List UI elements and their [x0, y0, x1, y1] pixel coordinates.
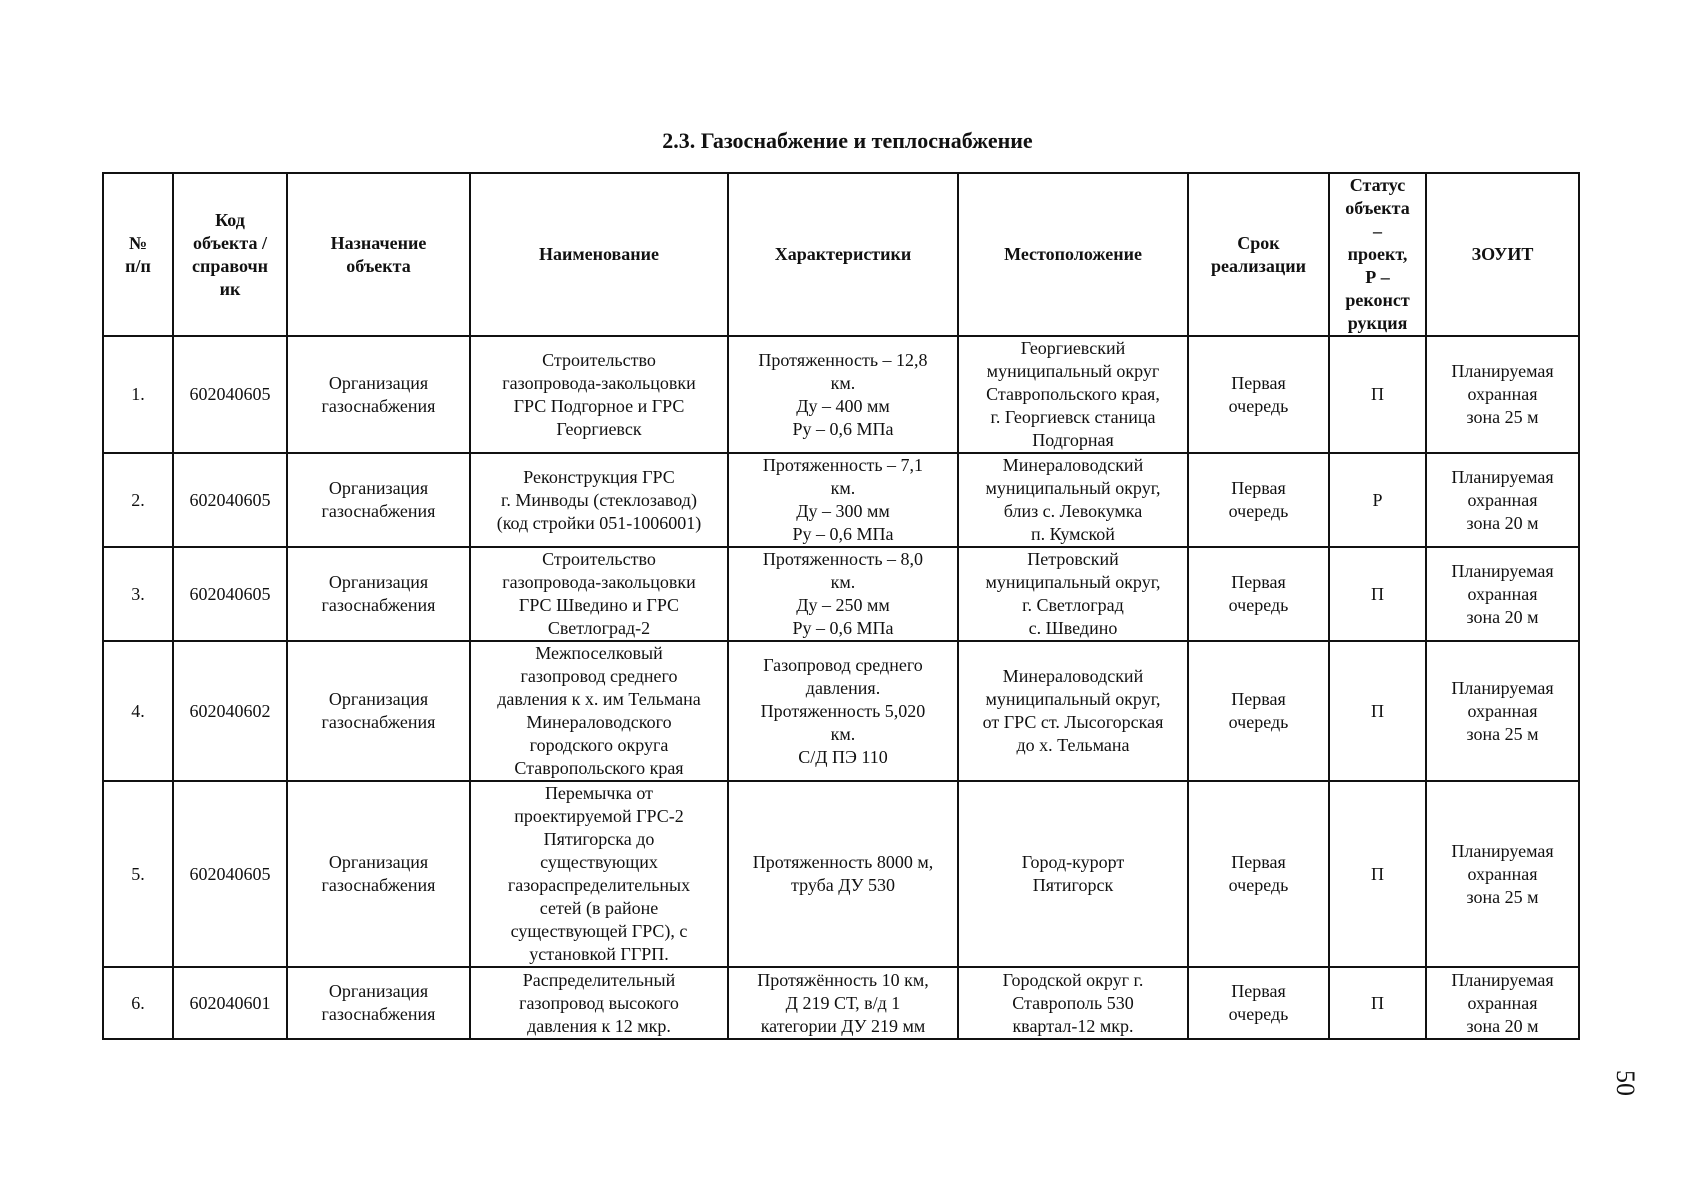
header-code: Код объекта / справочн ик [173, 173, 287, 336]
cell-term: Первая очередь [1188, 453, 1329, 547]
cell-characteristics: Газопровод среднего давления. Протяженность 5,020 км. С/Д ПЭ 110 [728, 641, 958, 781]
cell-code: 602040605 [173, 453, 287, 547]
cell-num: 3. [103, 547, 173, 641]
cell-name: Распределительный газопровод высокого давления к 12 мкр. [470, 967, 728, 1039]
cell-location: Георгиевский муниципальный округ Ставропольского края, г. Георгиевск станица Подгорная [958, 336, 1188, 453]
cell-purpose: Организация газоснабжения [287, 641, 470, 781]
gas-supply-table [102, 172, 1580, 1040]
cell-status: П [1329, 547, 1426, 641]
section-title: 2.3. Газоснабжение и теплоснабжение [662, 128, 1033, 153]
cell-location: Минераловодский муниципальный округ, близ с. Левокумка п. Кумской [958, 453, 1188, 547]
header-term: Срок реализации [1188, 173, 1329, 336]
table-row [103, 453, 1579, 547]
table-row [103, 547, 1579, 641]
cell-num: 4. [103, 641, 173, 781]
cell-term: Первая очередь [1188, 336, 1329, 453]
cell-characteristics: Протяжённость 10 км, Д 219 СТ, в/д 1 категории ДУ 219 мм [728, 967, 958, 1039]
header-num: № п/п [103, 173, 173, 336]
header-purpose: Назначение объекта [287, 173, 470, 336]
cell-purpose: Организация газоснабжения [287, 453, 470, 547]
cell-location: Городской округ г. Ставрополь 530 квартал-12 мкр. [958, 967, 1188, 1039]
cell-term: Первая очередь [1188, 641, 1329, 781]
cell-code: 602040602 [173, 641, 287, 781]
cell-status: П [1329, 336, 1426, 453]
cell-name: Строительство газопровода-закольцовки ГРС Шведино и ГРС Светлоград-2 [470, 547, 728, 641]
cell-num: 1. [103, 336, 173, 453]
cell-zouit: Планируемая охранная зона 20 м [1426, 547, 1579, 641]
cell-num: 5. [103, 781, 173, 967]
cell-status: П [1329, 781, 1426, 967]
cell-status: П [1329, 641, 1426, 781]
cell-zouit: Планируемая охранная зона 25 м [1426, 641, 1579, 781]
cell-term: Первая очередь [1188, 781, 1329, 967]
table-row [103, 641, 1579, 781]
header-zouit: ЗОУИТ [1426, 173, 1579, 336]
cell-location: Петровский муниципальный округ, г. Светлоград с. Шведино [958, 547, 1188, 641]
cell-zouit: Планируемая охранная зона 20 м [1426, 967, 1579, 1039]
cell-name: Строительство газопровода-закольцовки ГРС Подгорное и ГРС Георгиевск [470, 336, 728, 453]
cell-purpose: Организация газоснабжения [287, 967, 470, 1039]
cell-location: Город-курорт Пятигорск [958, 781, 1188, 967]
cell-term: Первая очередь [1188, 547, 1329, 641]
header-row [103, 173, 1579, 336]
cell-characteristics: Протяженность – 12,8 км. Ду – 400 мм Ру – 0,6 МПа [728, 336, 958, 453]
table-row [103, 336, 1579, 453]
cell-characteristics: Протяженность – 8,0 км. Ду – 250 мм Ру – 0,6 МПа [728, 547, 958, 641]
cell-zouit: Планируемая охранная зона 25 м [1426, 781, 1579, 967]
cell-code: 602040605 [173, 336, 287, 453]
page-number: 50 [1611, 1070, 1640, 1096]
cell-term: Первая очередь [1188, 967, 1329, 1039]
header-name: Наименование [470, 173, 728, 336]
cell-purpose: Организация газоснабжения [287, 781, 470, 967]
cell-status: Р [1329, 453, 1426, 547]
cell-location: Минераловодский муниципальный округ, от ГРС ст. Лысогорская до х. Тельмана [958, 641, 1188, 781]
cell-code: 602040605 [173, 547, 287, 641]
cell-num: 2. [103, 453, 173, 547]
cell-zouit: Планируемая охранная зона 25 м [1426, 336, 1579, 453]
header-location: Местоположение [958, 173, 1188, 336]
cell-characteristics: Протяженность 8000 м, труба ДУ 530 [728, 781, 958, 967]
header-characteristics: Характеристики [728, 173, 958, 336]
cell-status: П [1329, 967, 1426, 1039]
table-row [103, 781, 1579, 967]
table-row [103, 967, 1579, 1039]
cell-purpose: Организация газоснабжения [287, 547, 470, 641]
cell-name: Реконструкция ГРС г. Минводы (стеклозавод) (код стройки 051-1006001) [470, 453, 728, 547]
cell-code: 602040605 [173, 781, 287, 967]
cell-num: 6. [103, 967, 173, 1039]
cell-purpose: Организация газоснабжения [287, 336, 470, 453]
cell-zouit: Планируемая охранная зона 20 м [1426, 453, 1579, 547]
header-status: Статус объекта – проект, Р – реконст рукция [1329, 173, 1426, 336]
cell-code: 602040601 [173, 967, 287, 1039]
cell-name: Межпоселковый газопровод среднего давления к х. им Тельмана Минераловодского городского округа Ставропольского края [470, 641, 728, 781]
cell-characteristics: Протяженность – 7,1 км. Ду – 300 мм Ру – 0,6 МПа [728, 453, 958, 547]
cell-name: Перемычка от проектируемой ГРС-2 Пятигорска до существующих газораспределительных сетей (в районе существующей ГРС), с установкой ГГРП. [470, 781, 728, 967]
